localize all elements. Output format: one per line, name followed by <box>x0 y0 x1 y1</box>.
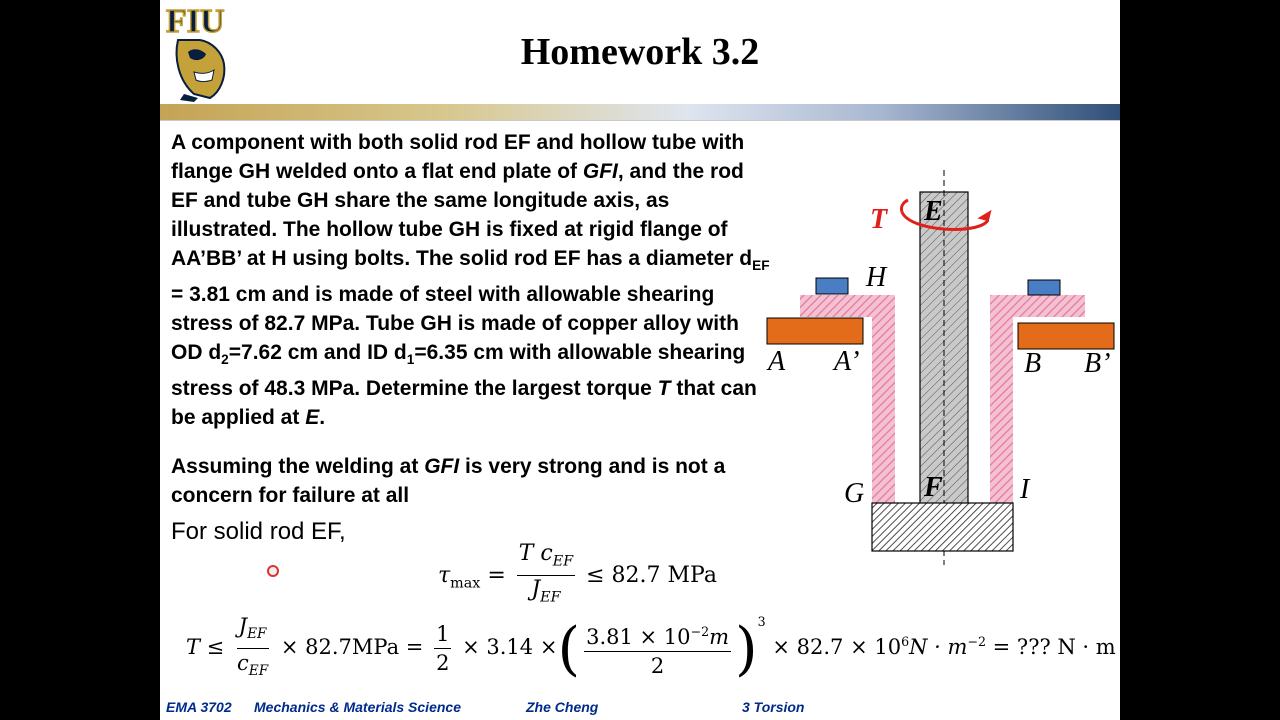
label-h: H <box>866 262 887 293</box>
footer-subject: Mechanics & Materials Science <box>254 699 461 715</box>
label-f: F <box>924 472 943 503</box>
torsion-diagram <box>760 160 1120 570</box>
label-t: T <box>870 204 888 235</box>
label-a: A <box>768 346 786 377</box>
footer-course: EMA 3702 <box>166 699 232 715</box>
assumption-statement: Assuming the welding at GFI is very strong and is not a concern for failure at all <box>171 455 726 507</box>
solid-rod-ef <box>920 192 968 504</box>
label-b: B <box>1024 348 1042 379</box>
solution-heading: For solid rod EF, <box>171 518 346 545</box>
label-b-prime: B’ <box>1084 348 1111 379</box>
bolt-left <box>816 278 848 294</box>
equation-max-shear: $\tau_{max}$ = $\frac{T c_{EF}}{J_{EF}}$ ≤ 82.7 MPa <box>438 541 717 606</box>
flange-bb <box>1018 323 1114 349</box>
label-a-prime: A’ <box>834 346 860 377</box>
label-i: I <box>1020 474 1030 505</box>
laser-pointer <box>267 565 279 577</box>
footer-chapter: 3 Torsion <box>742 699 805 715</box>
problem-statement: A component with both solid rod EF and hollow tube with flange GH welded onto a flat end plate of GFI, and the rod EF and tube GH share the same longitude axis, as illustrated. The hollow tube GH is fixed at rigid flange of AA’BB’ at H using bolts. The solid rod EF has a diameter $d_{EF} = 3.81$ cm and is made of steel with allowable shearing stress of 82.7 MPa. Tube GH is made of copper alloy with OD $d_2=7.62$ cm and ID $d_1=6.35$ cm with allowable shearing stress of 48.3 MPa. Determine the largest torque T that can be applied at E. <box>171 131 770 430</box>
end-plate-gfi <box>872 503 1013 551</box>
header-band <box>160 104 1120 120</box>
logo-text: FIU <box>166 3 225 40</box>
flange-aa <box>767 318 863 344</box>
header-divider <box>160 120 1120 121</box>
slide-title: Homework 3.2 <box>520 31 760 73</box>
equation-torque: T ≤ $\frac{J_{EF}}{c_{EF}}$ × 82.7MPa = $\frac{1}{2}$ × 3.14 ×( $\frac{3.81 \times 10^{-2}m}{2}$ )$^3 \times 82.7 \times 10^6N \cdot m^{-2}$ = ??? N · m <box>186 614 1116 683</box>
footer-author: Zhe Cheng <box>526 699 599 715</box>
label-g: G <box>844 478 865 509</box>
bolt-right <box>1028 280 1060 295</box>
label-e: E <box>924 196 943 227</box>
slide <box>160 0 1120 720</box>
